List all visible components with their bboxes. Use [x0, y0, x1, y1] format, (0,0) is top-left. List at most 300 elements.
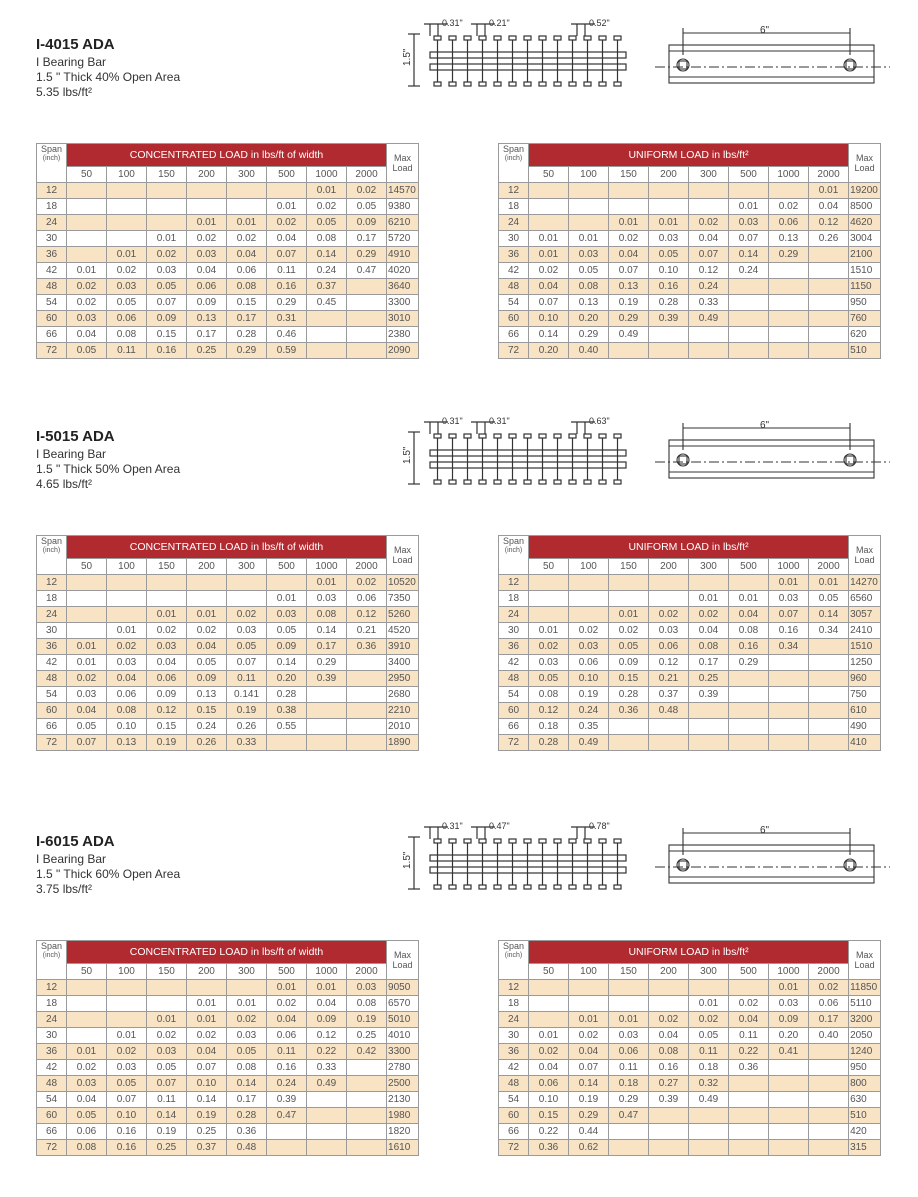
span-cell: 12: [499, 980, 529, 996]
deflection-cell: 0.11: [107, 343, 147, 359]
load-column-header: 500: [267, 964, 307, 980]
load-column-header: 100: [569, 167, 609, 183]
deflection-cell: [107, 1012, 147, 1028]
deflection-cell: [769, 263, 809, 279]
deflection-cell: 0.09: [267, 639, 307, 655]
bar-flange-top: [494, 36, 501, 40]
deflection-cell: 0.07: [187, 1060, 227, 1076]
deflection-cell: 0.12: [347, 607, 387, 623]
product-specs: [36, 852, 180, 897]
deflection-cell: [729, 575, 769, 591]
deflection-cell: 0.25: [187, 1124, 227, 1140]
load-column-header: 1000: [769, 167, 809, 183]
bar-flange-bottom: [494, 82, 501, 86]
deflection-cell: 0.01: [529, 231, 569, 247]
span-cell: 42: [499, 655, 529, 671]
deflection-cell: [689, 183, 729, 199]
bar-flange-top: [569, 36, 576, 40]
table-header-row: [499, 941, 881, 964]
deflection-cell: [729, 703, 769, 719]
max-load-cell: 2780: [387, 1060, 419, 1076]
max-load-cell: 950: [849, 1060, 881, 1076]
cross-section-diagram: [402, 817, 647, 907]
span-cell: 12: [37, 980, 67, 996]
deflection-cell: 0.15: [147, 719, 187, 735]
deflection-cell: 0.02: [809, 980, 849, 996]
deflection-cell: 0.13: [609, 279, 649, 295]
deflection-cell: 0.59: [267, 343, 307, 359]
deflection-cell: 0.21: [347, 623, 387, 639]
deflection-cell: 0.26: [227, 719, 267, 735]
deflection-cell: 0.05: [227, 1044, 267, 1060]
span-header: [499, 144, 529, 183]
deflection-cell: 0.01: [187, 215, 227, 231]
bar-flange-bottom: [524, 885, 531, 889]
span-cell: 30: [37, 231, 67, 247]
deflection-cell: 0.02: [347, 575, 387, 591]
bar-flange-bottom: [614, 480, 621, 484]
span-cell: 24: [37, 607, 67, 623]
deflection-cell: 0.01: [67, 263, 107, 279]
deflection-cell: 0.24: [187, 719, 227, 735]
max-load-cell: 6560: [849, 591, 881, 607]
deflection-cell: 0.01: [569, 1012, 609, 1028]
span-cell: 60: [499, 703, 529, 719]
deflection-cell: 0.05: [67, 343, 107, 359]
max-header-label: Load: [392, 163, 413, 173]
deflection-cell: [809, 1044, 849, 1060]
bar-flange-bottom: [554, 885, 561, 889]
bar-flange-top: [584, 839, 591, 843]
deflection-cell: [267, 1124, 307, 1140]
bar-flange-bottom: [599, 480, 606, 484]
deflection-cell: [769, 279, 809, 295]
deflection-cell: [769, 1140, 809, 1156]
deflection-cell: 0.14: [227, 1076, 267, 1092]
max-load-cell: 1150: [849, 279, 881, 295]
deflection-cell: 0.48: [227, 1140, 267, 1156]
deflection-cell: [187, 199, 227, 215]
cross-section-diagram: [402, 14, 647, 104]
load-column-header: 300: [689, 167, 729, 183]
deflection-cell: 0.02: [107, 639, 147, 655]
deflection-cell: 0.05: [107, 295, 147, 311]
table-row: [499, 1108, 881, 1124]
table-row: [37, 1092, 419, 1108]
span-cell: 54: [499, 295, 529, 311]
span-cell: 12: [499, 575, 529, 591]
deflection-cell: 0.04: [529, 279, 569, 295]
load-column-header: 2000: [809, 167, 849, 183]
deflection-cell: [569, 980, 609, 996]
deflection-cell: [609, 996, 649, 1012]
deflection-cell: 0.05: [147, 279, 187, 295]
deflection-cell: 0.01: [609, 1012, 649, 1028]
load-column-header: 50: [529, 167, 569, 183]
deflection-cell: 0.01: [307, 980, 347, 996]
deflection-cell: 0.01: [609, 215, 649, 231]
deflection-cell: [107, 607, 147, 623]
deflection-cell: 0.01: [729, 199, 769, 215]
deflection-cell: 0.29: [307, 655, 347, 671]
table-row: [499, 1124, 881, 1140]
deflection-cell: 0.01: [267, 199, 307, 215]
deflection-cell: 0.05: [67, 719, 107, 735]
deflection-cell: [347, 671, 387, 687]
deflection-cell: 0.29: [267, 295, 307, 311]
deflection-cell: 0.04: [227, 247, 267, 263]
deflection-cell: [307, 703, 347, 719]
span-header-unit: (inch): [504, 547, 523, 554]
deflection-cell: 0.29: [729, 655, 769, 671]
deflection-cell: 0.02: [689, 607, 729, 623]
deflection-cell: 0.09: [147, 687, 187, 703]
deflection-cell: 0.14: [569, 1076, 609, 1092]
table-row: [37, 703, 419, 719]
max-load-cell: 10520: [387, 575, 419, 591]
deflection-cell: [347, 1076, 387, 1092]
deflection-cell: 0.09: [147, 311, 187, 327]
load-table-title: UNIFORM LOAD in lbs/ft²: [529, 144, 849, 167]
table-row: [499, 1092, 881, 1108]
table-row: [499, 1012, 881, 1028]
deflection-cell: [809, 327, 849, 343]
deflection-cell: 0.12: [307, 1028, 347, 1044]
load-column-header: 1000: [769, 964, 809, 980]
max-load-cell: 2380: [387, 327, 419, 343]
deflection-cell: [769, 311, 809, 327]
deflection-cell: 0.19: [569, 1092, 609, 1108]
table-row: [499, 199, 881, 215]
deflection-cell: 0.01: [267, 980, 307, 996]
deflection-cell: [307, 687, 347, 703]
deflection-cell: [67, 996, 107, 1012]
max-header-label: Max: [856, 950, 874, 960]
product-title: I-6015 ADA: [36, 833, 115, 850]
max-load-cell: 4020: [387, 263, 419, 279]
bar-flange-bottom: [509, 82, 516, 86]
max-load-cell: 1510: [849, 639, 881, 655]
deflection-cell: 0.39: [267, 1092, 307, 1108]
deflection-cell: 0.02: [67, 1060, 107, 1076]
deflection-cell: 0.36: [729, 1060, 769, 1076]
deflection-cell: [147, 215, 187, 231]
deflection-cell: 0.03: [147, 1044, 187, 1060]
table-row: [499, 343, 881, 359]
deflection-cell: 0.03: [67, 1076, 107, 1092]
bar-flange-bottom: [614, 885, 621, 889]
max-load-cell: 1250: [849, 655, 881, 671]
span-cell: 48: [499, 279, 529, 295]
span-cell: 54: [37, 295, 67, 311]
deflection-cell: 0.49: [609, 327, 649, 343]
deflection-cell: [609, 980, 649, 996]
max-load-cell: 14570: [387, 183, 419, 199]
max-load-cell: 3004: [849, 231, 881, 247]
load-column-header: 200: [187, 167, 227, 183]
deflection-cell: [227, 183, 267, 199]
deflection-cell: 0.07: [147, 295, 187, 311]
deflection-cell: [529, 215, 569, 231]
deflection-cell: 0.01: [107, 247, 147, 263]
deflection-cell: [107, 183, 147, 199]
span-cell: 18: [499, 591, 529, 607]
deflection-cell: 0.24: [689, 279, 729, 295]
deflection-cell: 0.16: [649, 279, 689, 295]
max-load-cell: 3200: [849, 1012, 881, 1028]
span-cell: 36: [37, 1044, 67, 1060]
deflection-cell: 0.17: [227, 311, 267, 327]
table-row: [499, 996, 881, 1012]
span-cell: 66: [37, 719, 67, 735]
deflection-cell: 0.19: [187, 1108, 227, 1124]
deflection-cell: 0.15: [529, 1108, 569, 1124]
deflection-cell: 0.02: [569, 1028, 609, 1044]
max-load-cell: 2950: [387, 671, 419, 687]
table-header-row: [37, 144, 419, 167]
deflection-cell: [529, 980, 569, 996]
deflection-cell: [649, 1140, 689, 1156]
span-header-unit: (inch): [504, 155, 523, 162]
deflection-cell: 0.07: [729, 231, 769, 247]
span-header-unit: (inch): [504, 952, 523, 959]
span-cell: 12: [37, 183, 67, 199]
load-column-header: 2000: [809, 964, 849, 980]
deflection-cell: 0.14: [267, 655, 307, 671]
deflection-cell: 0.13: [107, 735, 147, 751]
load-column-header: 200: [649, 964, 689, 980]
table-row: [499, 623, 881, 639]
table-row: [499, 231, 881, 247]
deflection-cell: [227, 980, 267, 996]
deflection-cell: 0.02: [769, 199, 809, 215]
width-label: 6": [760, 420, 770, 431]
deflection-cell: 0.08: [67, 1140, 107, 1156]
bar-flange-bottom: [584, 480, 591, 484]
deflection-cell: [227, 199, 267, 215]
deflection-cell: [609, 199, 649, 215]
deflection-cell: 0.39: [649, 1092, 689, 1108]
deflection-cell: 0.08: [729, 623, 769, 639]
deflection-cell: [307, 343, 347, 359]
bar-flange-top: [554, 36, 561, 40]
deflection-cell: 0.36: [347, 639, 387, 655]
deflection-cell: 0.02: [147, 1028, 187, 1044]
deflection-cell: 0.42: [347, 1044, 387, 1060]
deflection-cell: 0.03: [347, 980, 387, 996]
deflection-cell: 0.39: [689, 687, 729, 703]
table-row: [37, 1044, 419, 1060]
bar-flange-top: [554, 434, 561, 438]
deflection-cell: 0.10: [107, 1108, 147, 1124]
deflection-cell: [809, 671, 849, 687]
bar-flange-top: [479, 36, 486, 40]
deflection-cell: 0.10: [529, 1092, 569, 1108]
max-load-cell: 490: [849, 719, 881, 735]
deflection-cell: 0.14: [729, 247, 769, 263]
max-load-cell: 4010: [387, 1028, 419, 1044]
deflection-cell: [809, 263, 849, 279]
bar-flange-bottom: [509, 480, 516, 484]
load-column-header: 200: [649, 559, 689, 575]
span-header: [37, 536, 67, 575]
deflection-cell: 0.05: [689, 1028, 729, 1044]
deflection-cell: 0.06: [227, 263, 267, 279]
deflection-cell: [347, 687, 387, 703]
deflection-cell: 0.03: [67, 311, 107, 327]
bar-flange-bottom: [479, 82, 486, 86]
deflection-cell: 0.17: [347, 231, 387, 247]
deflection-cell: 0.01: [187, 996, 227, 1012]
table-header-row: [499, 536, 881, 559]
bar-flange-bottom: [554, 82, 561, 86]
deflection-cell: 0.24: [267, 1076, 307, 1092]
deflection-cell: [529, 199, 569, 215]
span-header-label: Span: [40, 941, 63, 951]
deflection-cell: [307, 1124, 347, 1140]
deflection-cell: [689, 575, 729, 591]
deflection-cell: [809, 279, 849, 295]
deflection-cell: [769, 1076, 809, 1092]
deflection-cell: 0.02: [569, 623, 609, 639]
load-column-header: 500: [267, 167, 307, 183]
bar-flange-bottom: [599, 885, 606, 889]
table-row: [499, 575, 881, 591]
bar-flange-bottom: [464, 82, 471, 86]
column-header-row: [499, 964, 881, 980]
deflection-cell: 0.09: [609, 655, 649, 671]
table-row: [499, 591, 881, 607]
deflection-cell: 0.01: [147, 1012, 187, 1028]
deflection-cell: 0.03: [147, 263, 187, 279]
deflection-cell: [769, 687, 809, 703]
deflection-cell: [689, 735, 729, 751]
deflection-cell: 0.01: [649, 215, 689, 231]
bar-flange-bottom: [614, 82, 621, 86]
deflection-cell: [769, 1108, 809, 1124]
deflection-cell: [649, 183, 689, 199]
deflection-cell: 0.04: [729, 607, 769, 623]
deflection-cell: [347, 735, 387, 751]
table-row: [499, 655, 881, 671]
deflection-cell: 0.33: [307, 1060, 347, 1076]
deflection-cell: 0.09: [187, 671, 227, 687]
dimension-label: 0.31": [442, 18, 463, 28]
table-row: [37, 263, 419, 279]
deflection-cell: [67, 980, 107, 996]
span-cell: 54: [37, 1092, 67, 1108]
deflection-cell: [649, 591, 689, 607]
deflection-cell: [729, 1076, 769, 1092]
max-load-cell: 14270: [849, 575, 881, 591]
deflection-cell: [809, 247, 849, 263]
deflection-cell: 0.14: [809, 607, 849, 623]
deflection-cell: [809, 655, 849, 671]
deflection-cell: 0.02: [107, 263, 147, 279]
table-row: [499, 1076, 881, 1092]
max-load-cell: 510: [849, 343, 881, 359]
bar-flange-bottom: [569, 885, 576, 889]
deflection-cell: 0.03: [769, 591, 809, 607]
deflection-cell: 0.19: [147, 1124, 187, 1140]
span-cell: 36: [37, 247, 67, 263]
deflection-cell: [649, 575, 689, 591]
product-specs: [36, 447, 180, 492]
deflection-cell: 0.29: [569, 327, 609, 343]
deflection-cell: [147, 980, 187, 996]
span-cell: 42: [37, 655, 67, 671]
bar-flange-bottom: [524, 82, 531, 86]
deflection-cell: [187, 591, 227, 607]
deflection-cell: [649, 996, 689, 1012]
deflection-cell: [347, 295, 387, 311]
table-row: [37, 1028, 419, 1044]
deflection-cell: [729, 183, 769, 199]
max-load-cell: 7350: [387, 591, 419, 607]
product-section: [0, 795, 918, 1197]
load-column-header: 300: [227, 559, 267, 575]
deflection-cell: 0.01: [227, 215, 267, 231]
deflection-cell: [529, 183, 569, 199]
deflection-cell: 0.24: [729, 263, 769, 279]
max-load-cell: 5110: [849, 996, 881, 1012]
deflection-cell: [347, 327, 387, 343]
deflection-cell: 0.03: [729, 215, 769, 231]
load-column-header: 150: [609, 559, 649, 575]
deflection-cell: [569, 183, 609, 199]
deflection-cell: [809, 719, 849, 735]
bar-flange-top: [434, 36, 441, 40]
max-load-cell: 2410: [849, 623, 881, 639]
deflection-cell: 0.08: [529, 687, 569, 703]
deflection-cell: 0.29: [227, 343, 267, 359]
thickness-label: 1.5": [402, 446, 413, 464]
load-column-header: 500: [729, 964, 769, 980]
span-header-unit: (inch): [42, 952, 61, 959]
deflection-cell: 0.01: [67, 1044, 107, 1060]
deflection-cell: 0.05: [187, 655, 227, 671]
load-column-header: 150: [147, 964, 187, 980]
deflection-cell: [729, 311, 769, 327]
deflection-cell: 0.05: [609, 639, 649, 655]
deflection-cell: 0.02: [649, 607, 689, 623]
bar-flange-bottom: [539, 885, 546, 889]
deflection-cell: 0.10: [649, 263, 689, 279]
load-column-header: 200: [187, 964, 227, 980]
deflection-cell: 0.06: [569, 655, 609, 671]
deflection-cell: [769, 1124, 809, 1140]
deflection-cell: [769, 183, 809, 199]
deflection-cell: 0.28: [529, 735, 569, 751]
product-spec: 1.5 " Thick 60% Open Area: [36, 867, 181, 881]
deflection-cell: [729, 295, 769, 311]
max-header-label: Max: [856, 545, 874, 555]
span-cell: 54: [499, 1092, 529, 1108]
deflection-cell: 0.17: [809, 1012, 849, 1028]
deflection-cell: [347, 1108, 387, 1124]
table-row: [499, 703, 881, 719]
span-cell: 72: [37, 343, 67, 359]
max-load-cell: 510: [849, 1108, 881, 1124]
table-row: [37, 1124, 419, 1140]
max-load-cell: 1240: [849, 1044, 881, 1060]
span-cell: 18: [37, 199, 67, 215]
deflection-cell: 0.47: [609, 1108, 649, 1124]
deflection-cell: 0.04: [569, 1044, 609, 1060]
span-cell: 66: [499, 719, 529, 735]
deflection-cell: [609, 591, 649, 607]
span-cell: 18: [37, 996, 67, 1012]
